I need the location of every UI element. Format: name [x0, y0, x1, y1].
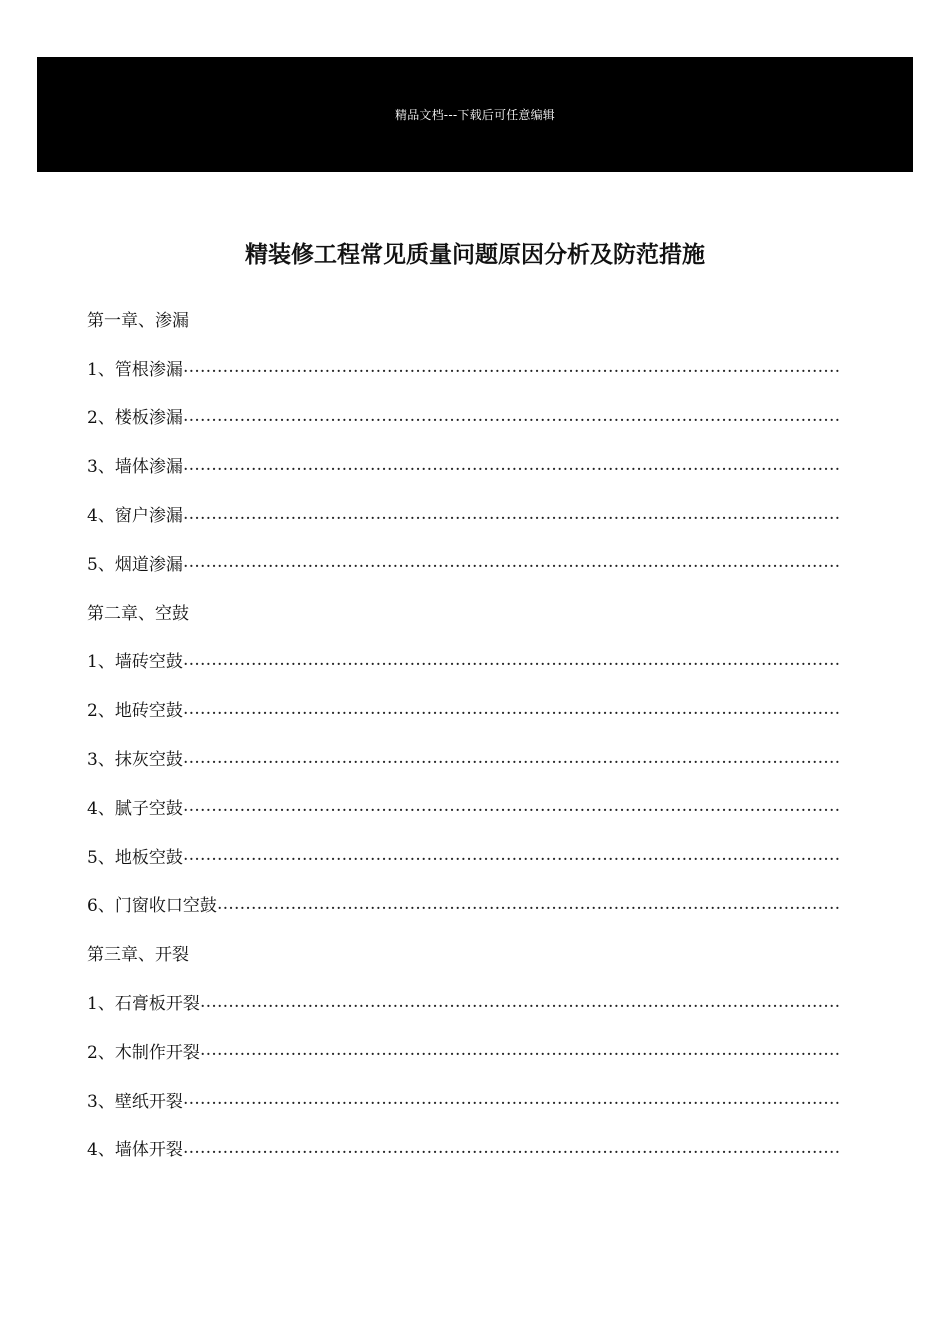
toc-dot-leader: [200, 992, 841, 1012]
toc-entry-label: 2、楼板渗漏: [87, 408, 183, 429]
toc-entry-label: 4、窗户渗漏: [87, 506, 183, 527]
toc-dot-leader: [183, 406, 841, 426]
toc-entry-label: 6、门窗收口空鼓: [87, 896, 217, 917]
toc-dot-leader: [183, 796, 841, 816]
toc-entry[interactable]: [87, 489, 841, 538]
table-of-contents: [87, 294, 841, 1172]
toc-entry[interactable]: [87, 1026, 841, 1075]
toc-entry-label: 3、抹灰空鼓: [87, 750, 183, 771]
toc-entry-label: 5、地板空鼓: [87, 847, 183, 868]
toc-chapter-label: 第三章、开裂: [87, 945, 189, 966]
toc-entry[interactable]: [87, 977, 841, 1026]
toc-entry-label: 1、墙砖空鼓: [87, 652, 183, 673]
toc-entry[interactable]: [87, 733, 841, 782]
toc-dot-leader: [183, 552, 841, 572]
toc-entry[interactable]: [87, 538, 841, 587]
banner-text: 精品文档---下载后可任意编辑: [395, 108, 555, 122]
toc-chapter-heading: [87, 294, 841, 343]
toc-entry-label: 2、地砖空鼓: [87, 701, 183, 722]
toc-entry[interactable]: [87, 343, 841, 392]
toc-entry-label: 2、木制作开裂: [87, 1042, 200, 1063]
header-banner: [37, 57, 913, 172]
toc-entry-label: 3、壁纸开裂: [87, 1091, 183, 1112]
toc-entry-label: 4、腻子空鼓: [87, 798, 183, 819]
toc-entry[interactable]: [87, 392, 841, 441]
toc-dot-leader: [183, 1138, 841, 1158]
toc-chapter-heading: [87, 928, 841, 977]
toc-entry-label: 5、烟道渗漏: [87, 554, 183, 575]
toc-entry[interactable]: [87, 831, 841, 880]
toc-dot-leader: [200, 1040, 841, 1060]
toc-entry[interactable]: [87, 440, 841, 489]
toc-dot-leader: [183, 650, 841, 670]
toc-dot-leader: [183, 455, 841, 475]
toc-dot-leader: [183, 748, 841, 768]
toc-entry-label: 3、墙体渗漏: [87, 457, 183, 478]
toc-entry[interactable]: [87, 782, 841, 831]
toc-chapter-label: 第二章、空鼓: [87, 603, 189, 624]
toc-chapter-heading: [87, 587, 841, 636]
toc-dot-leader: [183, 504, 841, 524]
toc-entry[interactable]: [87, 1075, 841, 1124]
document-title: 精装修工程常见质量问题原因分析及防范措施: [245, 242, 705, 268]
toc-dot-leader: [217, 894, 841, 914]
toc-dot-leader: [183, 699, 841, 719]
toc-entry[interactable]: [87, 1124, 841, 1173]
toc-entry-label: 4、墙体开裂: [87, 1140, 183, 1161]
toc-entry[interactable]: [87, 636, 841, 685]
toc-entry-label: 1、管根渗漏: [87, 359, 183, 380]
toc-dot-leader: [183, 845, 841, 865]
toc-chapter-label: 第一章、渗漏: [87, 310, 189, 331]
toc-entry[interactable]: [87, 880, 841, 929]
toc-entry[interactable]: [87, 684, 841, 733]
toc-dot-leader: [183, 357, 841, 377]
toc-entry-label: 1、石膏板开裂: [87, 994, 200, 1015]
toc-dot-leader: [183, 1089, 841, 1109]
